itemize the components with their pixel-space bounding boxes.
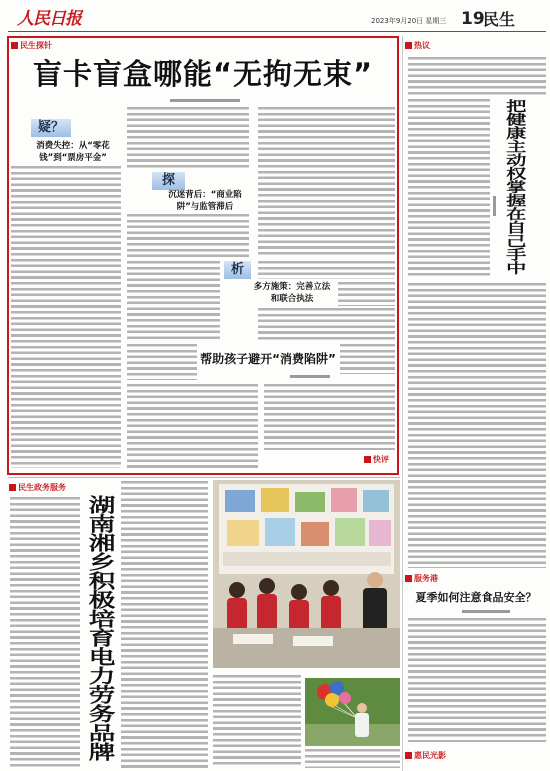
body-text xyxy=(264,384,395,450)
body-text xyxy=(258,261,395,279)
child-head xyxy=(291,584,307,600)
paper-sheet xyxy=(233,634,273,644)
subhead-tag-analysis: 析 xyxy=(224,261,251,279)
body-text xyxy=(338,282,395,306)
opinion-byline xyxy=(493,196,496,216)
painting-card xyxy=(369,520,391,546)
painting-strip xyxy=(223,552,391,566)
service-headline: 夏季如何注意食品安全？ xyxy=(415,591,537,604)
column-divider xyxy=(402,36,403,771)
painting-card xyxy=(225,490,255,512)
child-body xyxy=(289,600,309,632)
masthead-logo: 人民日报 xyxy=(17,9,81,29)
painting-card xyxy=(261,488,289,512)
person-body xyxy=(355,713,369,737)
service-byline xyxy=(462,610,510,613)
section-label-text: 服务港 xyxy=(414,574,438,583)
local-news-headline: 湖南湘乡积极培育电力劳务品牌 xyxy=(84,495,116,761)
section-icon xyxy=(11,42,18,49)
painting-card xyxy=(301,522,329,546)
painting-card xyxy=(335,518,365,546)
adult-head xyxy=(367,572,383,588)
balloon xyxy=(325,693,339,707)
opinion-headline: 把健康主动权掌握在自己手中 xyxy=(501,99,526,275)
painting-card xyxy=(331,488,357,512)
body-text xyxy=(11,166,121,468)
painting-card xyxy=(363,490,389,512)
body-text xyxy=(121,481,208,768)
subhead-measures: 多方施策：完善立法和联合执法 xyxy=(253,282,331,304)
subhead-tag-explore: 探 xyxy=(152,172,185,190)
photo-balloons xyxy=(305,678,400,746)
feature-headline: 盲卡盲盒哪能“无拘无束” xyxy=(32,57,374,91)
body-text xyxy=(127,214,249,258)
section-label-photo xyxy=(405,751,446,761)
section-label-service xyxy=(405,574,438,584)
section-label-text: 民生政务服务 xyxy=(18,483,66,492)
body-text xyxy=(127,261,220,341)
body-text xyxy=(408,57,546,96)
photo-children-painting xyxy=(213,480,400,668)
child-body xyxy=(227,598,247,632)
paper-sheet xyxy=(293,636,333,646)
ground xyxy=(305,724,400,746)
subhead-addiction: 沉迷背后：“商业陷阱”与监管滞后 xyxy=(168,190,242,212)
subhead-tag-question: 疑？ xyxy=(31,119,71,137)
section-rule xyxy=(8,477,400,478)
section-label-local xyxy=(9,483,66,493)
body-text xyxy=(10,497,80,768)
balloon xyxy=(339,692,351,704)
body-text xyxy=(340,344,395,374)
body-text xyxy=(258,107,395,257)
section-label-opinion xyxy=(405,41,430,51)
photo-caption xyxy=(305,749,400,768)
section-icon xyxy=(405,575,412,582)
commentary-byline xyxy=(290,375,330,378)
section-icon xyxy=(364,456,371,463)
body-text xyxy=(213,675,301,768)
section-label-text: 民生探针 xyxy=(20,41,52,50)
painting-card xyxy=(295,492,325,512)
body-text xyxy=(127,384,258,468)
painting-card xyxy=(227,520,259,546)
masthead-rule xyxy=(8,31,546,32)
body-text xyxy=(408,99,490,279)
commentary-headline: 帮助孩子避开“消费陷阱” xyxy=(200,352,336,366)
page-section-title: 民生 xyxy=(483,10,516,29)
body-text xyxy=(127,107,249,170)
person-head xyxy=(357,703,367,713)
section-icon xyxy=(405,752,412,759)
section-icon xyxy=(405,42,412,49)
section-label-feature xyxy=(11,41,52,51)
subhead-consumption: 消费失控：从“零花钱”到“票房平金” xyxy=(36,141,110,163)
child-head xyxy=(323,580,339,596)
child-head xyxy=(229,582,245,598)
commentary-label-text: 快评 xyxy=(373,455,389,464)
commentary-label xyxy=(364,455,389,465)
body-text xyxy=(408,283,546,568)
section-icon xyxy=(9,484,16,491)
body-text xyxy=(408,618,546,742)
section-label-text: 热议 xyxy=(414,41,430,50)
masthead-date: 2023年9月20日 星期三 xyxy=(371,17,447,25)
child-head xyxy=(259,578,275,594)
body-text xyxy=(127,344,197,380)
body-text xyxy=(258,308,395,343)
child-body xyxy=(321,596,341,632)
painting-card xyxy=(265,518,295,546)
section-label-text: 惠民光影 xyxy=(414,751,446,760)
child-body xyxy=(257,594,277,632)
feature-byline xyxy=(170,99,240,102)
page-number: 19 xyxy=(461,9,485,29)
